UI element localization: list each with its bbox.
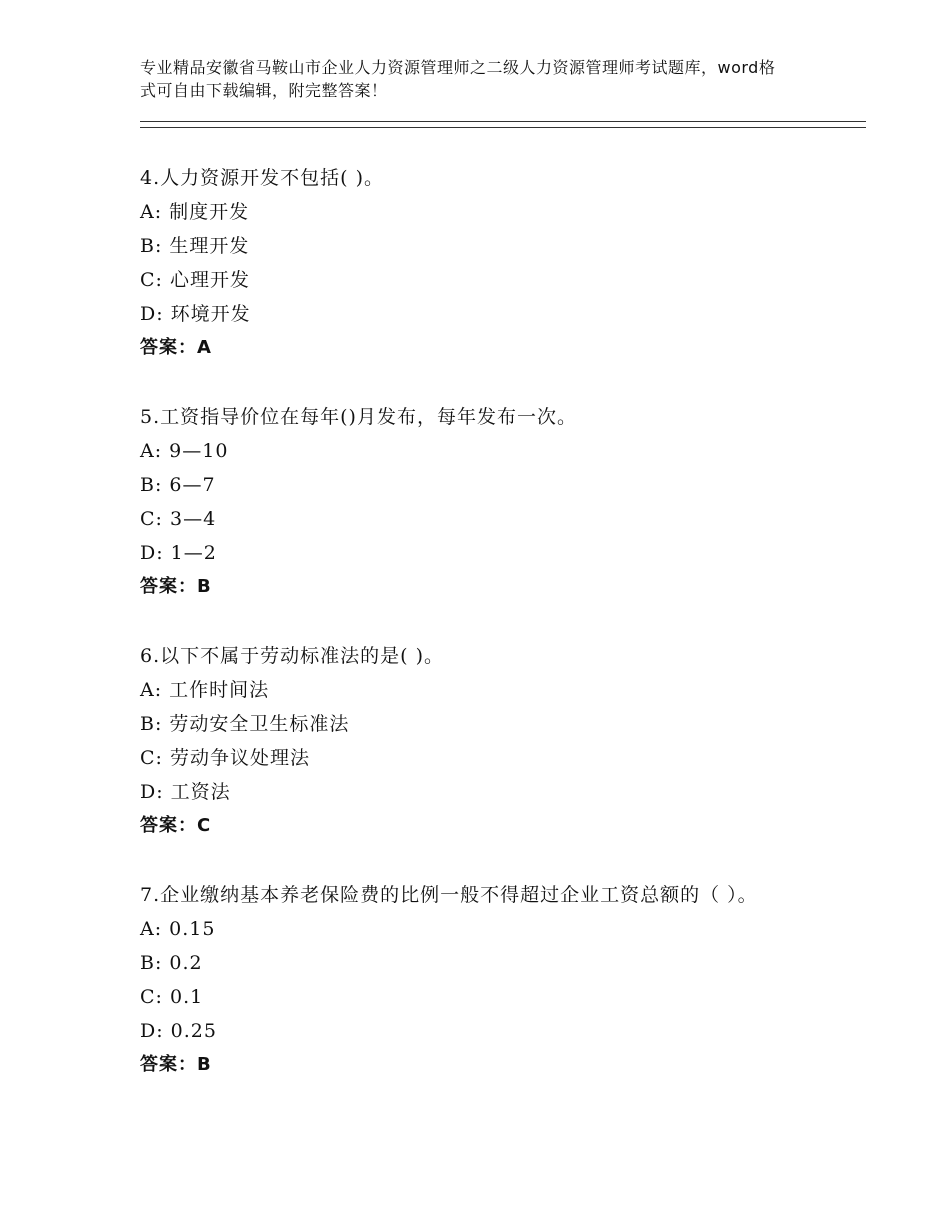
document-title: 专业精品安徽省马鞍山市企业人力资源管理师之二级人力资源管理师考试题库，word格式可自由下载编辑，附完整答案！ [140,58,776,100]
option-b: B: 生理开发 [140,235,250,257]
option-c: C: 0.1 [140,986,204,1008]
answer-value: B [197,1054,212,1075]
option-c: C: 3—4 [140,508,217,530]
option-c: C: 劳动争议处理法 [140,747,310,769]
option-b: B: 劳动安全卫生标准法 [140,713,350,735]
question-text: 5.工资指导价位在每年()月发布，每年发布一次。 [140,406,577,428]
header-divider [140,121,866,128]
option-a: A: 工作时间法 [140,679,270,701]
answer-label: 答案： [140,1054,197,1075]
answer-value: B [197,576,212,597]
option-d: D: 环境开发 [140,303,251,325]
option-d: D: 0.25 [140,1020,217,1042]
question-block [140,161,840,365]
question-block [140,400,840,604]
option-c: C: 心理开发 [140,269,250,291]
option-d: D: 1—2 [140,542,217,564]
option-a: A: 制度开发 [140,201,250,223]
answer-line [140,331,840,365]
answer-value: A [197,337,212,358]
option-b: B: 0.2 [140,952,203,974]
answer-label: 答案： [140,337,197,358]
option-a: A: 9—10 [140,440,229,462]
answer-line [140,809,840,843]
question-text: 7.企业缴纳基本养老保险费的比例一般不得超过企业工资总额的（ ）。 [140,884,758,906]
answer-label: 答案： [140,815,197,836]
answer-line [140,1048,840,1082]
question-text: 4.人力资源开发不包括( )。 [140,167,384,189]
question-block [140,878,840,1082]
question-text: 6.以下不属于劳动标准法的是( )。 [140,645,444,667]
option-a: A: 0.15 [140,918,216,940]
answer-value: C [197,815,212,836]
option-d: D: 工资法 [140,781,231,803]
question-block [140,639,840,843]
answer-line [140,570,840,604]
option-b: B: 6—7 [140,474,216,496]
document-header [140,56,780,102]
answer-label: 答案： [140,576,197,597]
